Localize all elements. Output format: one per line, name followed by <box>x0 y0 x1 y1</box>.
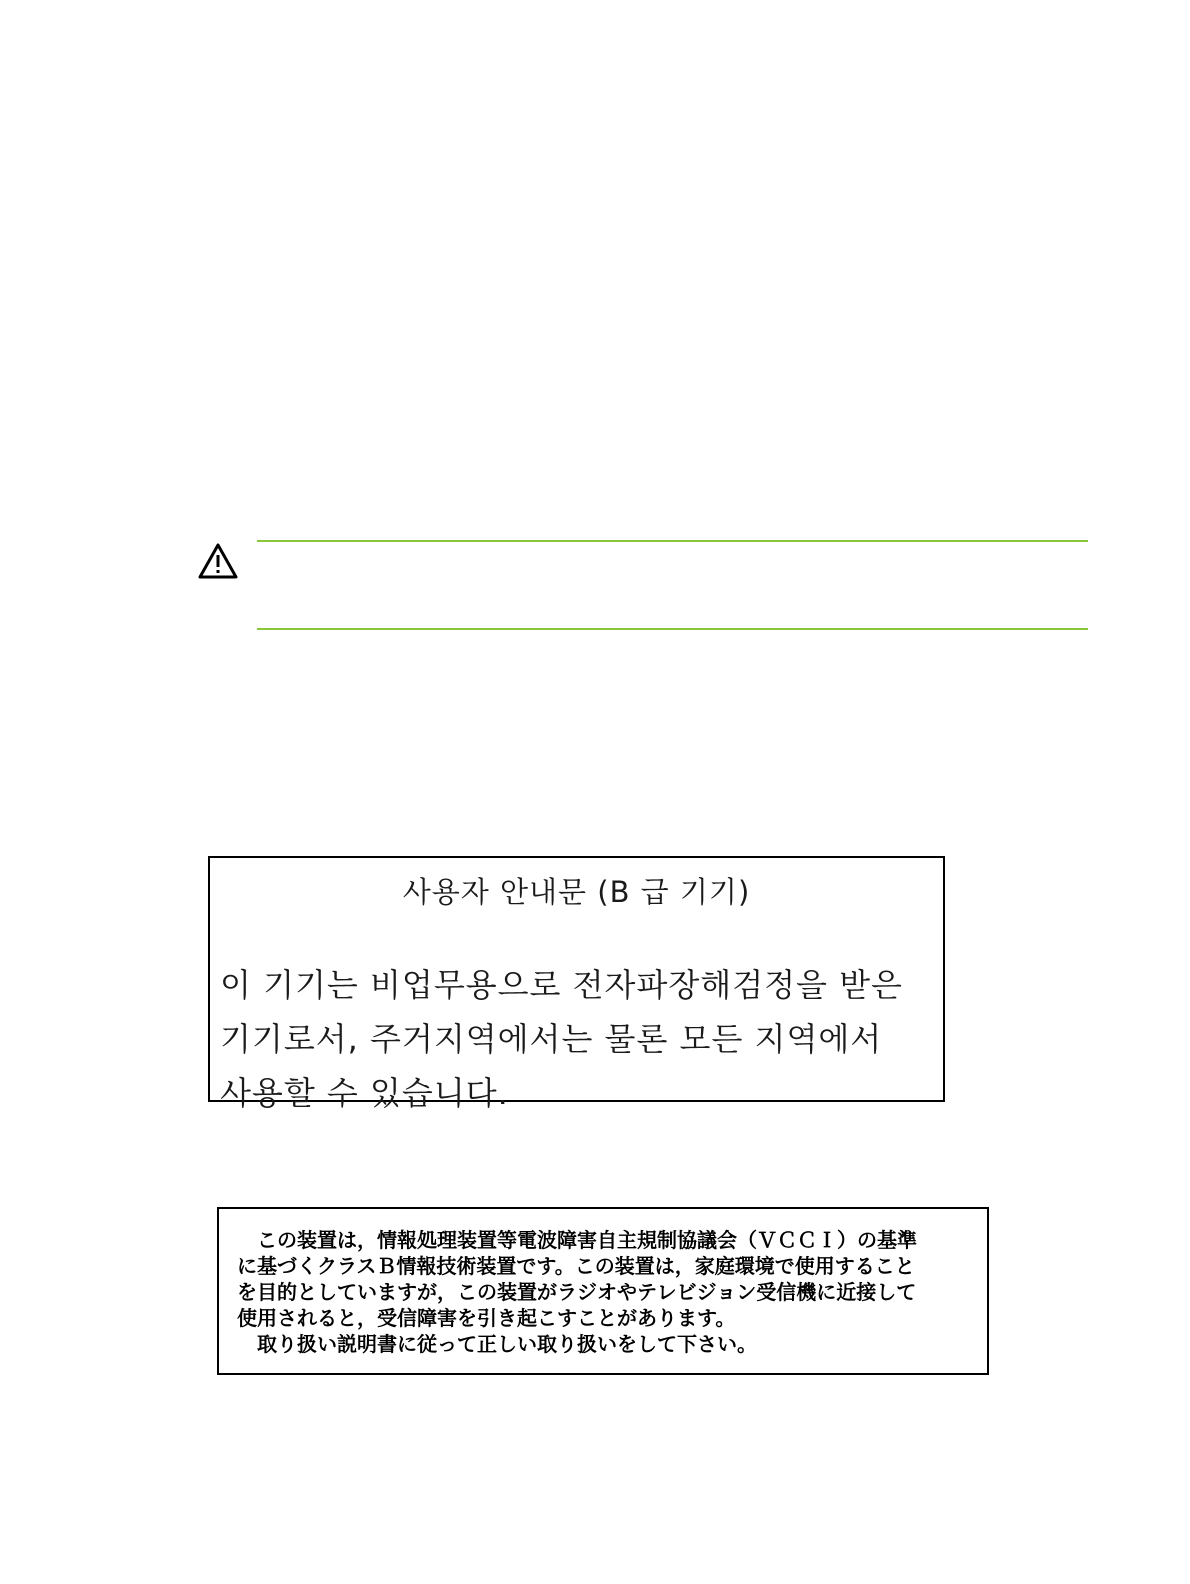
vcci-notice-line: 使用されると，受信障害を引き起こすことがあります。 <box>237 1306 736 1330</box>
vcci-notice-body <box>237 1227 977 1357</box>
korean-notice-title: 사용자 안내문 (B 급 기기) <box>402 875 751 909</box>
korean-notice-line: 사용할 수 있습니다. <box>220 1074 509 1112</box>
vcci-notice <box>217 1207 989 1375</box>
vcci-notice-line: を目的としていますが，この装置がラジオやテレビジョン受信機に近接して <box>237 1280 917 1304</box>
vcci-notice-line: 取り扱い説明書に従って正しい取り扱いをして下さい。 <box>237 1332 757 1356</box>
caution-top-rule <box>257 540 1088 542</box>
korean-notice-body <box>220 958 935 1120</box>
korean-notice-line: 이 기기는 비업무용으로 전자파장해검정을 받은 <box>220 966 903 1004</box>
warning-triangle-icon <box>197 542 239 580</box>
vcci-notice-line: に基づくクラスＢ情報技術装置です。この装置は，家庭環境で使用すること <box>237 1254 915 1278</box>
vcci-notice-line: この装置は，情報処理装置等電波障害自主規制協議会（ＶＣＣＩ）の基準 <box>237 1228 917 1252</box>
korean-notice-line: 기기로서, 주거지역에서는 물론 모든 지역에서 <box>220 1020 883 1058</box>
caution-bottom-rule <box>257 628 1088 630</box>
korean-class-b-notice <box>208 856 945 1112</box>
